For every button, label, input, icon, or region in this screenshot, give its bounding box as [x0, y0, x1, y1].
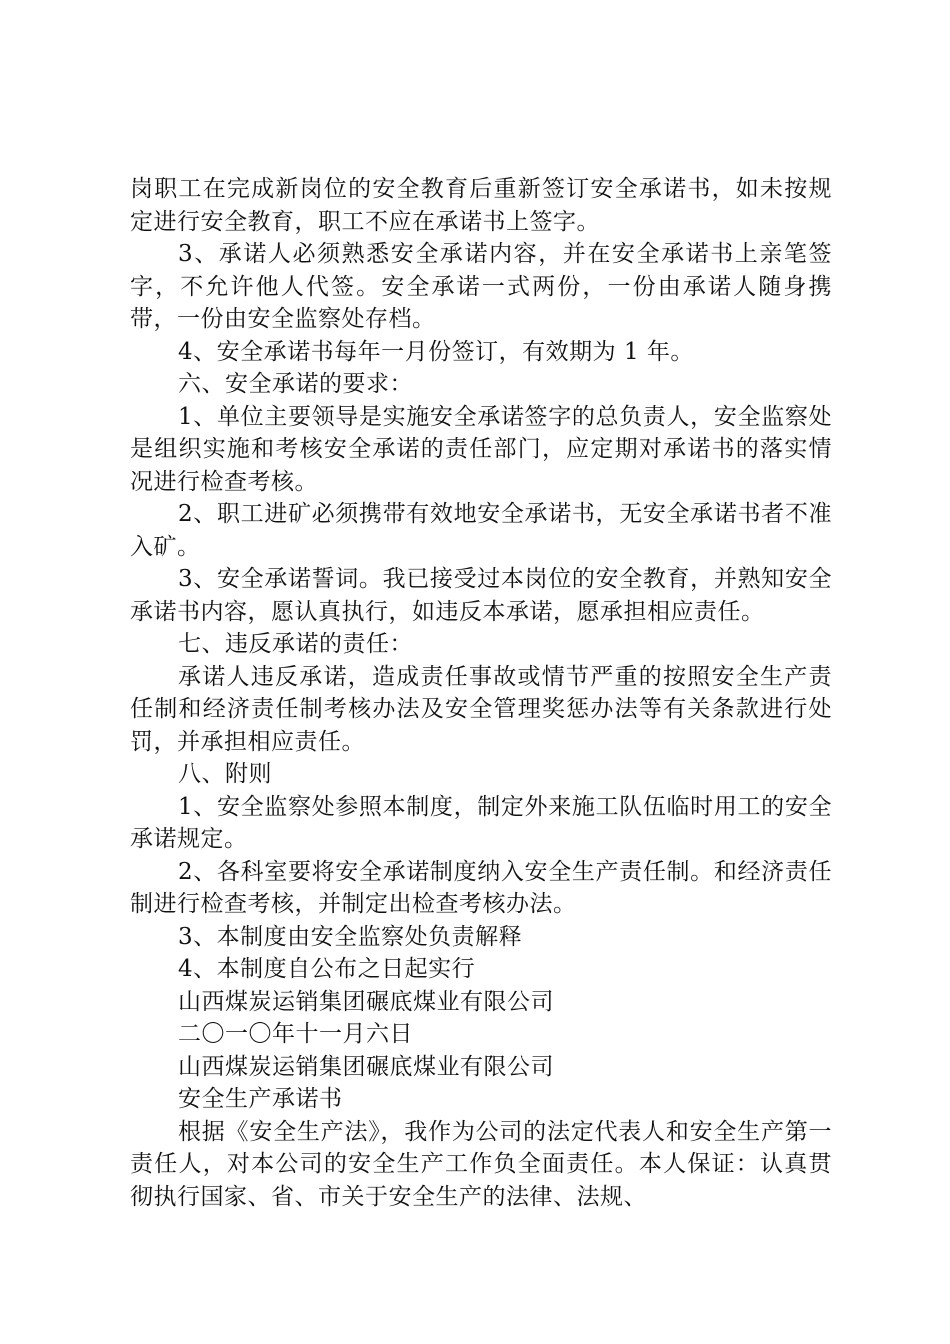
paragraph: 根据《安全生产法》，我作为公司的法定代表人和安全生产第一责任人，对本公司的安全生产工作负全面责任。本人保证：认真贯彻执行国家、省、市关于安全生产的法律、法规、 [130, 1118, 832, 1210]
document-body [130, 173, 832, 1213]
section-heading: 六、安全承诺的要求： [178, 371, 413, 397]
company-name: 山西煤炭运销集团碾底煤业有限公司 [178, 988, 554, 1015]
paragraph: 3、本制度由安全监察处负责解释 [178, 923, 523, 950]
section-heading: 七、违反承诺的责任： [178, 631, 413, 657]
paragraph: 3、承诺人必须熟悉安全承诺内容，并在安全承诺书上亲笔签字，不允许他人代签。安全承诺一式两份，一份由承诺人随身携带，一份由安全监察处存档。 [130, 241, 832, 332]
paragraph: 4、本制度自公布之日起实行 [178, 956, 476, 982]
paragraph: 3、安全承诺誓词。我已接受过本岗位的安全教育，并熟知安全承诺书内容，愿认真执行，如违反本承诺，愿承担相应责任。 [130, 566, 832, 625]
paragraph: 1、单位主要领导是实施安全承诺签字的总负责人，安全监察处是组织实施和考核安全承诺的责任部门，应定期对承诺书的落实情况进行检查考核。 [130, 403, 832, 495]
paragraph: 2、职工进矿必须携带有效地安全承诺书，无安全承诺书者不准入矿。 [130, 501, 832, 560]
document-title: 安全生产承诺书 [178, 1086, 343, 1112]
section-heading: 八、附则 [178, 761, 272, 787]
document-date: 二〇一〇年十一月六日 [178, 1021, 413, 1047]
paragraph: 承诺人违反承诺，造成责任事故或情节严重的按照安全生产责任制和经济责任制考核办法及安全管理奖惩办法等有关条款进行处罚，并承担相应责任。 [130, 663, 832, 755]
paragraph: 2、各科室要将安全承诺制度纳入安全生产责任制。和经济责任制进行检查考核，并制定出检查考核办法。 [130, 858, 832, 917]
paragraph: 岗职工在完成新岗位的安全教育后重新签订安全承诺书，如未按规定进行安全教育，职工不应在承诺书上签字。 [130, 176, 832, 235]
paragraph: 1、安全监察处参照本制度，制定外来施工队伍临时用工的安全承诺规定。 [130, 793, 832, 852]
paragraph: 4、安全承诺书每年一月份签订，有效期为 1 年。 [178, 338, 694, 365]
company-name: 山西煤炭运销集团碾底煤业有限公司 [178, 1053, 554, 1080]
